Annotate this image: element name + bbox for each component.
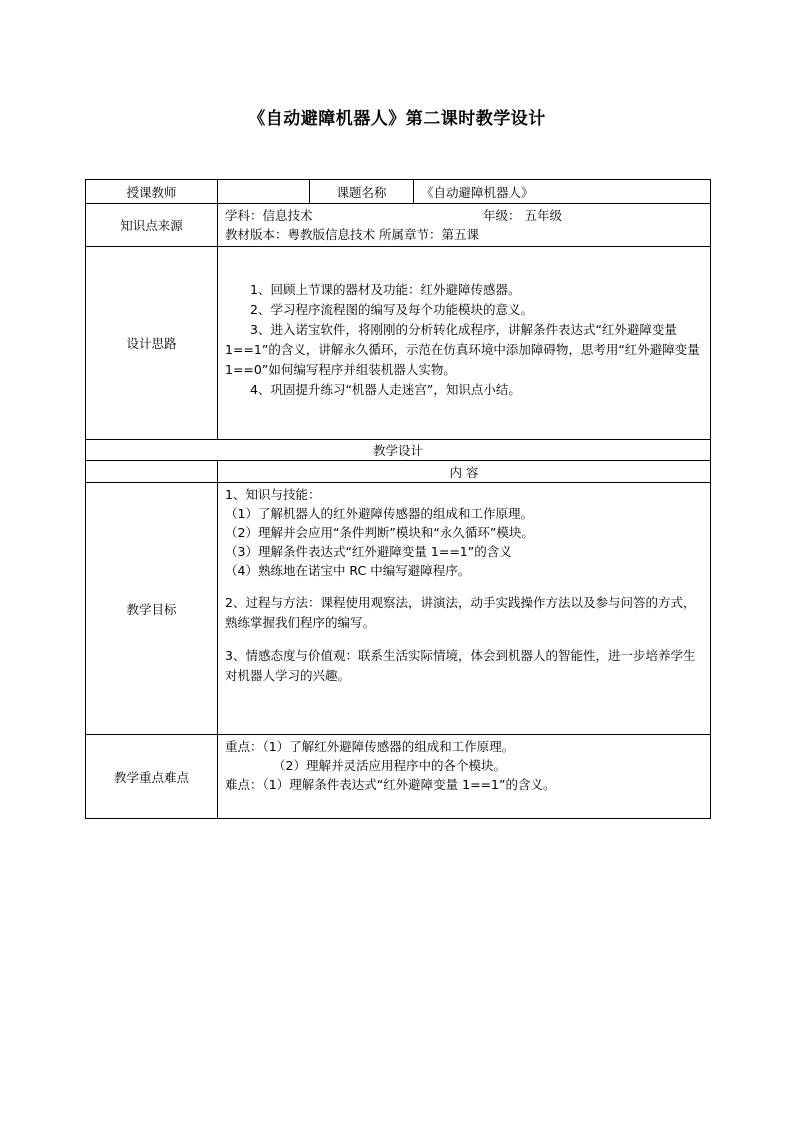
design-idea-item: 4、巩固提升练习“机器人走迷宫”，知识点小结。 <box>250 382 521 397</box>
design-idea-item: 2、学习程序流程图的编写及每个功能模块的意义。 <box>250 302 533 317</box>
teacher-label: 授课教师 <box>86 180 218 204</box>
knowledge-item: （4）熟练地在诺宝中 RC 中编写避障程序。 <box>225 563 471 578</box>
process-method-text: 2、过程与方法：课程使用观察法，讲演法，动手实践操作方法以及参与问答的方式，熟练掌握我们程序的编写。 <box>225 595 696 630</box>
key-points-row <box>86 735 711 819</box>
objectives-row <box>86 483 711 735</box>
document-title: 《自动避障机器人》第二课时教学设计 <box>248 109 546 129</box>
objectives-content <box>218 483 711 735</box>
edition-text: 教材版本：粤教版信息技术 所属章节：第五课 <box>225 227 479 242</box>
key-point-2: （2）理解并灵活应用程序中的各个模块。 <box>273 758 506 773</box>
knowledge-title: 1、知识与技能： <box>225 487 321 502</box>
topic-label: 课题名称 <box>310 180 414 204</box>
subject-grade-line <box>225 206 703 225</box>
grade-text: 年级： 五年级 <box>483 208 562 223</box>
difficulty-point: 难点：（1）理解条件表达式“红外避障变量 1==1”的含义。 <box>225 777 556 792</box>
design-idea-item: 1、回顾上节课的器材及功能：红外避障传感器。 <box>250 282 521 297</box>
objectives-label: 教学目标 <box>86 483 218 735</box>
knowledge-item: （2）理解并会应用“条件判断”模块和“永久循环”模块。 <box>225 525 534 540</box>
key-points-label: 教学重点难点 <box>86 735 218 819</box>
design-idea-item: 3、进入诺宝软件，将刚刚的分析转化成程序，讲解条件表达式“红外避障变量 1==1”的含义，讲解永久循环，示范在仿真环境中添加障碍物，思考用“红外避障变量 1==0”如何编写程序并组装机器人实物。 <box>225 322 700 377</box>
design-ideas-label: 设计思路 <box>86 247 218 440</box>
key-point-1: 重点：（1）了解红外避障传感器的组成和工作原理。 <box>225 739 515 754</box>
header-row <box>86 180 711 204</box>
content-header-blank <box>86 461 218 483</box>
design-ideas-content <box>218 247 711 440</box>
content-header-row <box>86 461 711 483</box>
content-header: 内 容 <box>218 461 711 483</box>
teaching-design-header-row <box>86 440 711 461</box>
knowledge-item: （1）了解机器人的红外避障传感器的组成和工作原理。 <box>225 506 533 521</box>
knowledge-item: （3）理解条件表达式“红外避障变量 1==1”的含义 <box>225 544 512 559</box>
source-content <box>218 204 711 247</box>
source-row <box>86 204 711 247</box>
design-ideas-row <box>86 247 711 440</box>
emotion-attitude-text: 3、情感态度与价值观：联系生活实际情境，体会到机器人的智能性，进一步培养学生对机器人学习的兴趣。 <box>225 648 696 683</box>
teaching-design-header: 教学设计 <box>86 440 711 461</box>
source-label: 知识点来源 <box>86 204 218 247</box>
lesson-plan-table <box>85 179 711 819</box>
key-points-content <box>218 735 711 819</box>
subject-text: 学科：信息技术 <box>225 208 313 223</box>
teacher-value <box>218 180 310 204</box>
topic-value: 《自动避障机器人》 <box>414 180 711 204</box>
